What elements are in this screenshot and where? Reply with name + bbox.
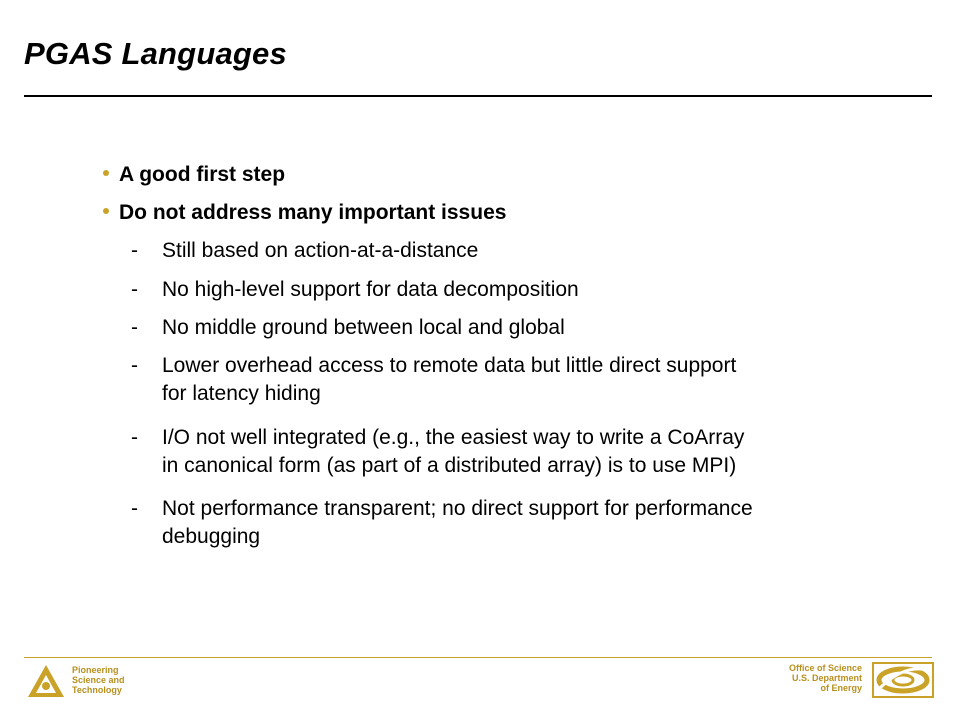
sub-bullet-item — [131, 352, 921, 408]
dash-marker: - — [131, 426, 138, 449]
sub-bullet-item — [131, 276, 921, 304]
sub-bullet-text: I/O not well integrated (e.g., the easiest way to write a CoArray in canonical form (as part of a distributed array) is to use MPI) — [162, 426, 745, 477]
bullet-text: Do not address many important issues — [119, 201, 507, 224]
bullet-item — [119, 163, 285, 187]
slide-title: PGAS Languages — [24, 36, 287, 71]
sub-bullet-item — [131, 424, 921, 480]
argonne-logo-icon — [26, 663, 66, 704]
dash-marker: - — [131, 354, 138, 377]
sub-bullet-item — [131, 237, 921, 265]
bullet-dot-icon — [103, 170, 109, 176]
sub-bullet-text: Lower overhead access to remote data but little direct support for latency hiding — [162, 354, 737, 405]
title-divider — [24, 95, 932, 97]
bullet-item — [119, 201, 506, 225]
footer-divider — [24, 657, 932, 658]
footer-left-caption: Pioneering Science and Technology — [72, 665, 125, 695]
dash-marker: - — [131, 239, 138, 262]
sub-bullet-item — [131, 314, 921, 342]
bullet-dot-icon — [103, 208, 109, 214]
dash-marker: - — [131, 497, 138, 520]
dash-marker: - — [131, 316, 138, 339]
sub-bullet-item — [131, 495, 921, 551]
dash-marker: - — [131, 278, 138, 301]
sub-bullet-text: No high-level support for data decomposition — [162, 278, 579, 301]
doe-logo-icon — [872, 662, 934, 703]
sub-bullet-text: No middle ground between local and global — [162, 316, 565, 339]
footer-right-caption: Office of Science U.S. Department of Energy — [788, 663, 862, 693]
sub-bullet-text: Still based on action-at-a-distance — [162, 239, 479, 262]
sub-bullet-text: Not performance transparent; no direct support for performance debugging — [162, 497, 753, 548]
bullet-text: A good first step — [119, 163, 286, 186]
